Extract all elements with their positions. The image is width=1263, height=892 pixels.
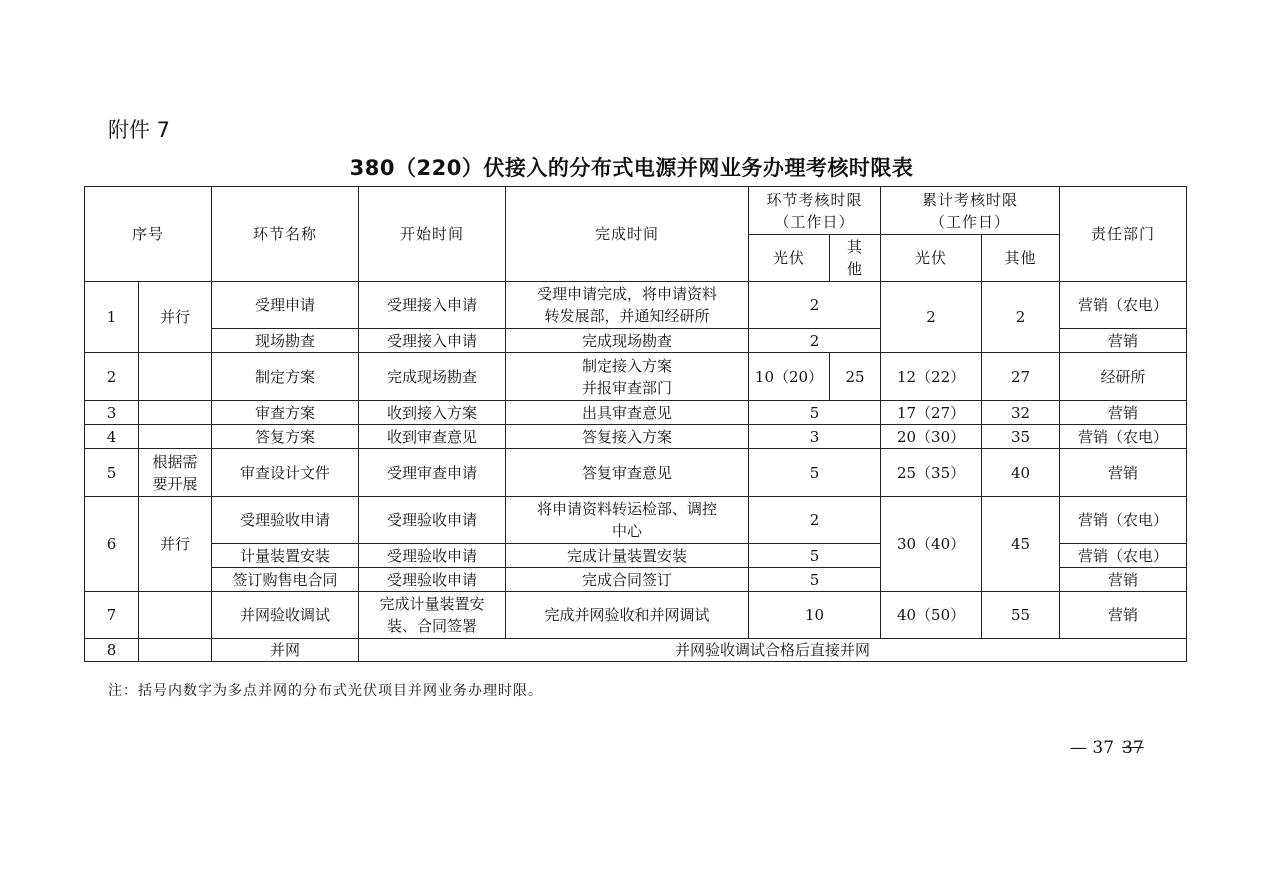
cell-stage-limit: 3 bbox=[749, 425, 881, 449]
cell-group bbox=[139, 592, 212, 639]
cell-dept: 营销（农电） bbox=[1060, 282, 1187, 329]
header-start: 开始时间 bbox=[359, 187, 506, 282]
cell-start: 受理接入申请 bbox=[359, 329, 506, 353]
cell-stage: 审查方案 bbox=[212, 401, 359, 425]
cell-seq: 3 bbox=[85, 401, 139, 425]
cell-dept: 营销（农电） bbox=[1060, 497, 1187, 544]
annex-label: 附件 7 bbox=[108, 118, 171, 142]
cell-seq: 4 bbox=[85, 425, 139, 449]
table-row bbox=[85, 449, 1187, 497]
cell-start: 受理验收申请 bbox=[359, 544, 506, 568]
header-cum-pv: 光伏 bbox=[881, 235, 982, 282]
header-finish: 完成时间 bbox=[506, 187, 749, 282]
cell-stage-limit: 2 bbox=[749, 497, 881, 544]
cell-dept: 营销 bbox=[1060, 329, 1187, 353]
cell-cum-other: 27 bbox=[982, 353, 1060, 401]
cell-start-line2: 装、合同签署 bbox=[387, 617, 478, 635]
footnote: 注：括号内数字为多点并网的分布式光伏项目并网业务办理时限。 bbox=[108, 683, 543, 699]
cell-seq: 1 bbox=[85, 282, 139, 353]
header-stage-other bbox=[830, 235, 881, 282]
cell-finish bbox=[506, 353, 749, 401]
cell-dept: 经研所 bbox=[1060, 353, 1187, 401]
page-number bbox=[1070, 738, 1144, 758]
cell-stage: 受理申请 bbox=[212, 282, 359, 329]
cell-finish: 完成合同签订 bbox=[506, 568, 749, 592]
header-cum-other: 其他 bbox=[982, 235, 1060, 282]
cell-merged-description: 并网验收调试合格后直接并网 bbox=[359, 639, 1187, 662]
page-number-text: — 37 bbox=[1070, 738, 1115, 758]
cell-group: 并行 bbox=[139, 497, 212, 592]
table-row bbox=[85, 639, 1187, 662]
cell-finish-line2: 并报审查部门 bbox=[582, 378, 673, 397]
time-limit-table bbox=[84, 186, 1187, 662]
cell-cum-other: 55 bbox=[982, 592, 1060, 639]
cell-finish: 答复审查意见 bbox=[506, 449, 749, 497]
cell-finish: 完成现场勘查 bbox=[506, 329, 749, 353]
cell-start: 受理验收申请 bbox=[359, 497, 506, 544]
cell-start: 收到审查意见 bbox=[359, 425, 506, 449]
cell-seq: 7 bbox=[85, 592, 139, 639]
table-row bbox=[85, 425, 1187, 449]
cell-seq: 2 bbox=[85, 353, 139, 401]
cell-group bbox=[139, 639, 212, 662]
cell-finish: 完成并网验收和并网调试 bbox=[506, 592, 749, 639]
cell-dept: 营销（农电） bbox=[1060, 544, 1187, 568]
cell-cum-pv: 25（35） bbox=[881, 449, 982, 497]
cell-stage: 并网 bbox=[212, 639, 359, 662]
cell-group bbox=[139, 425, 212, 449]
cell-group-line1: 根据需 bbox=[152, 452, 198, 471]
cell-cum-other: 40 bbox=[982, 449, 1060, 497]
cell-group bbox=[139, 401, 212, 425]
cell-finish bbox=[506, 282, 749, 329]
cell-start-line1: 完成计量装置安 bbox=[379, 595, 485, 613]
header-stage-limit-line1: 环节考核时限 bbox=[766, 190, 863, 209]
cell-finish: 完成计量装置安装 bbox=[506, 544, 749, 568]
cell-start: 完成现场勘查 bbox=[359, 353, 506, 401]
cell-cum-other: 35 bbox=[982, 425, 1060, 449]
cell-group bbox=[139, 353, 212, 401]
cell-finish-line2: 转发展部，并通知经研所 bbox=[544, 307, 710, 325]
cell-seq: 5 bbox=[85, 449, 139, 497]
cell-stage-limit: 10 bbox=[749, 592, 881, 639]
cell-stage: 制定方案 bbox=[212, 353, 359, 401]
cell-finish: 出具审查意见 bbox=[506, 401, 749, 425]
cell-stage: 受理验收申请 bbox=[212, 497, 359, 544]
cell-stage-limit: 5 bbox=[749, 401, 881, 425]
cell-cum-pv: 12（22） bbox=[881, 353, 982, 401]
cell-cum-pv: 30（40） bbox=[881, 497, 982, 592]
table-row bbox=[85, 401, 1187, 425]
cell-dept: 营销 bbox=[1060, 592, 1187, 639]
header-stage-limit-line2: （工作日） bbox=[774, 212, 855, 231]
cell-stage: 审查设计文件 bbox=[212, 449, 359, 497]
cell-group-line2: 要开展 bbox=[152, 474, 198, 493]
table-row bbox=[85, 282, 1187, 329]
cell-group bbox=[139, 449, 212, 497]
cell-stage: 签订购售电合同 bbox=[212, 568, 359, 592]
cell-cum-other: 32 bbox=[982, 401, 1060, 425]
cell-stage-limit: 2 bbox=[749, 282, 881, 329]
cell-start: 受理接入申请 bbox=[359, 282, 506, 329]
cell-cum-pv: 17（27） bbox=[881, 401, 982, 425]
cell-seq: 8 bbox=[85, 639, 139, 662]
cell-start: 受理审查申请 bbox=[359, 449, 506, 497]
cell-cum-pv: 2 bbox=[881, 282, 982, 353]
cell-finish-line2: 中心 bbox=[612, 522, 643, 540]
table-row bbox=[85, 497, 1187, 544]
page-title: 380（220）伏接入的分布式电源并网业务办理考核时限表 bbox=[349, 156, 914, 180]
cell-finish bbox=[506, 497, 749, 544]
cell-dept: 营销 bbox=[1060, 401, 1187, 425]
cell-finish-line1: 将申请资料转运检部、调控 bbox=[537, 500, 718, 518]
cell-stage-limit: 5 bbox=[749, 544, 881, 568]
cell-stage-limit: 2 bbox=[749, 329, 881, 353]
cell-stage-limit: 5 bbox=[749, 568, 881, 592]
cell-cum-other: 45 bbox=[982, 497, 1060, 592]
header-dept: 责任部门 bbox=[1060, 187, 1187, 282]
cell-dept: 营销 bbox=[1060, 449, 1187, 497]
header-seq: 序号 bbox=[85, 187, 212, 282]
cell-stage-limit-other: 25 bbox=[830, 353, 881, 401]
header-stage-limit bbox=[749, 187, 881, 235]
table-row bbox=[85, 353, 1187, 401]
cell-stage: 并网验收调试 bbox=[212, 592, 359, 639]
cell-cum-pv: 20（30） bbox=[881, 425, 982, 449]
cell-finish-line1: 受理申请完成，将申请资料 bbox=[537, 285, 718, 303]
cell-seq: 6 bbox=[85, 497, 139, 592]
cell-stage: 计量装置安装 bbox=[212, 544, 359, 568]
header-cum-limit-line2: （工作日） bbox=[930, 212, 1011, 231]
cell-stage-limit: 5 bbox=[749, 449, 881, 497]
header-stage-other-line1: 其 bbox=[847, 238, 864, 256]
header-cum-limit-line1: 累计考核时限 bbox=[922, 190, 1019, 209]
cell-start: 受理验收申请 bbox=[359, 568, 506, 592]
table-row bbox=[85, 592, 1187, 639]
header-stage-other-line2: 他 bbox=[847, 260, 864, 278]
cell-stage: 答复方案 bbox=[212, 425, 359, 449]
page-number-struck: 37 bbox=[1122, 738, 1144, 758]
header-stage: 环节名称 bbox=[212, 187, 359, 282]
header-cum-limit bbox=[881, 187, 1060, 235]
cell-stage-limit-pv: 10（20） bbox=[749, 353, 830, 401]
cell-stage: 现场勘查 bbox=[212, 329, 359, 353]
cell-group: 并行 bbox=[139, 282, 212, 353]
cell-dept: 营销（农电） bbox=[1060, 425, 1187, 449]
cell-cum-other: 2 bbox=[982, 282, 1060, 353]
cell-dept: 营销 bbox=[1060, 568, 1187, 592]
cell-finish: 答复接入方案 bbox=[506, 425, 749, 449]
cell-cum-pv: 40（50） bbox=[881, 592, 982, 639]
cell-start bbox=[359, 592, 506, 639]
header-stage-pv: 光伏 bbox=[749, 235, 830, 282]
cell-finish-line1: 制定接入方案 bbox=[582, 356, 673, 375]
cell-start: 收到接入方案 bbox=[359, 401, 506, 425]
